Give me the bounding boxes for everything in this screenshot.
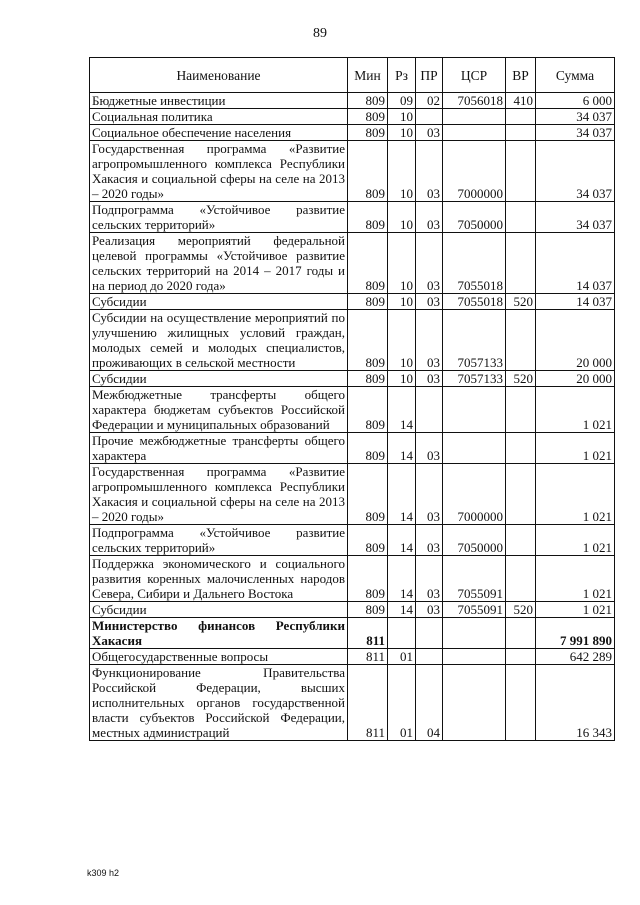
cell-min: 811	[348, 618, 388, 649]
cell-min: 809	[348, 93, 388, 109]
cell-min: 809	[348, 109, 388, 125]
cell-rz: 10	[388, 125, 416, 141]
cell-rz: 10	[388, 109, 416, 125]
cell-pr: 03	[416, 371, 443, 387]
cell-pr: 03	[416, 602, 443, 618]
cell-vr	[506, 233, 536, 294]
cell-csr: 7050000	[443, 202, 506, 233]
cell-vr	[506, 649, 536, 665]
table-row	[90, 141, 615, 202]
table-row	[90, 202, 615, 233]
table-row	[90, 93, 615, 109]
cell-rz: 10	[388, 141, 416, 202]
cell-pr: 03	[416, 464, 443, 525]
cell-vr	[506, 433, 536, 464]
cell-csr	[443, 618, 506, 649]
cell-pr: 03	[416, 202, 443, 233]
cell-sum: 7 991 890	[536, 618, 615, 649]
cell-pr: 03	[416, 433, 443, 464]
cell-name: Субсидии	[90, 371, 348, 387]
cell-csr	[443, 433, 506, 464]
table-row	[90, 387, 615, 433]
header-pr: ПР	[416, 58, 443, 93]
cell-rz: 14	[388, 602, 416, 618]
cell-min: 809	[348, 525, 388, 556]
cell-pr: 03	[416, 233, 443, 294]
cell-pr	[416, 618, 443, 649]
cell-sum: 14 037	[536, 233, 615, 294]
cell-vr	[506, 109, 536, 125]
cell-rz: 10	[388, 202, 416, 233]
cell-sum: 1 021	[536, 464, 615, 525]
cell-csr: 7055091	[443, 602, 506, 618]
cell-name: Государственная программа «Развитие агропромышленного комплекса Республики Хакасия и социальной сферы на селе на 2013 – 2020 годы»	[90, 464, 348, 525]
header-vr: ВР	[506, 58, 536, 93]
cell-name: Реализация мероприятий федеральной целевой программы «Устойчивое развитие сельских территорий на 2014 – 2017 годы и на период до 2020 года»	[90, 233, 348, 294]
cell-min: 809	[348, 387, 388, 433]
cell-rz: 14	[388, 525, 416, 556]
cell-name: Функционирование Правительства Российской Федерации, высших исполнительных органов государственной власти субъектов Российской Федерации, местных администраций	[90, 665, 348, 741]
table-row	[90, 556, 615, 602]
header-name: Наименование	[90, 58, 348, 93]
cell-min: 809	[348, 141, 388, 202]
table-row	[90, 233, 615, 294]
cell-pr: 03	[416, 310, 443, 371]
cell-sum: 1 021	[536, 387, 615, 433]
cell-vr	[506, 525, 536, 556]
cell-pr: 03	[416, 294, 443, 310]
cell-rz: 01	[388, 665, 416, 741]
cell-vr: 410	[506, 93, 536, 109]
table-row	[90, 464, 615, 525]
cell-pr: 03	[416, 556, 443, 602]
cell-min: 809	[348, 433, 388, 464]
cell-sum: 34 037	[536, 109, 615, 125]
cell-csr: 7055018	[443, 233, 506, 294]
cell-sum: 20 000	[536, 310, 615, 371]
table-row	[90, 618, 615, 649]
header-min: Мин	[348, 58, 388, 93]
cell-rz: 10	[388, 310, 416, 371]
cell-min: 809	[348, 202, 388, 233]
header-sum: Сумма	[536, 58, 615, 93]
cell-sum: 34 037	[536, 141, 615, 202]
cell-sum: 34 037	[536, 202, 615, 233]
cell-sum: 1 021	[536, 433, 615, 464]
cell-name: Государственная программа «Развитие агропромышленного комплекса Республики Хакасия и социальной сферы на селе на 2013 – 2020 годы»	[90, 141, 348, 202]
cell-rz: 14	[388, 556, 416, 602]
cell-vr: 520	[506, 294, 536, 310]
cell-min: 809	[348, 556, 388, 602]
cell-name: Субсидии	[90, 294, 348, 310]
table-row	[90, 525, 615, 556]
cell-csr: 7000000	[443, 141, 506, 202]
cell-csr	[443, 649, 506, 665]
table-row	[90, 433, 615, 464]
cell-vr: 520	[506, 371, 536, 387]
table-row	[90, 371, 615, 387]
cell-csr: 7000000	[443, 464, 506, 525]
cell-vr: 520	[506, 602, 536, 618]
cell-rz: 10	[388, 233, 416, 294]
cell-csr: 7050000	[443, 525, 506, 556]
cell-min: 811	[348, 649, 388, 665]
page-number: 89	[313, 26, 327, 41]
cell-rz: 14	[388, 387, 416, 433]
cell-name: Подпрограмма «Устойчивое развитие сельских территорий»	[90, 525, 348, 556]
table-row	[90, 310, 615, 371]
cell-pr	[416, 109, 443, 125]
cell-csr	[443, 109, 506, 125]
cell-min: 809	[348, 125, 388, 141]
cell-min: 809	[348, 294, 388, 310]
cell-sum: 16 343	[536, 665, 615, 741]
header-csr: ЦСР	[443, 58, 506, 93]
cell-name: Общегосударственные вопросы	[90, 649, 348, 665]
cell-min: 811	[348, 665, 388, 741]
cell-csr: 7057133	[443, 310, 506, 371]
cell-rz: 14	[388, 464, 416, 525]
cell-csr: 7055091	[443, 556, 506, 602]
cell-min: 809	[348, 602, 388, 618]
cell-sum: 642 289	[536, 649, 615, 665]
cell-rz: 01	[388, 649, 416, 665]
cell-name: Бюджетные инвестиции	[90, 93, 348, 109]
cell-csr	[443, 665, 506, 741]
cell-min: 809	[348, 371, 388, 387]
cell-csr: 7056018	[443, 93, 506, 109]
cell-name: Субсидии	[90, 602, 348, 618]
cell-name: Министерство финансов Республики Хакасия	[90, 618, 348, 649]
cell-name: Поддержка экономического и социального развития коренных малочисленных народов Севера, Сибири и Дальнего Востока	[90, 556, 348, 602]
cell-pr: 02	[416, 93, 443, 109]
cell-pr: 03	[416, 141, 443, 202]
cell-vr	[506, 141, 536, 202]
cell-csr	[443, 125, 506, 141]
footer-code: k309 h2	[87, 868, 120, 878]
cell-min: 809	[348, 310, 388, 371]
table-row	[90, 294, 615, 310]
cell-min: 809	[348, 464, 388, 525]
cell-pr: 03	[416, 125, 443, 141]
table-header-row	[90, 58, 615, 93]
table-row	[90, 665, 615, 741]
cell-pr	[416, 649, 443, 665]
cell-pr	[416, 387, 443, 433]
cell-vr	[506, 310, 536, 371]
table-row	[90, 602, 615, 618]
cell-sum: 1 021	[536, 602, 615, 618]
cell-name: Субсидии на осуществление мероприятий по улучшению жилищных условий граждан, молодых семей и молодых специалистов, проживающих в сельской местности	[90, 310, 348, 371]
cell-sum: 1 021	[536, 556, 615, 602]
cell-sum: 1 021	[536, 525, 615, 556]
cell-pr: 04	[416, 665, 443, 741]
cell-vr	[506, 202, 536, 233]
cell-vr	[506, 556, 536, 602]
cell-vr	[506, 387, 536, 433]
cell-rz: 14	[388, 433, 416, 464]
cell-sum: 14 037	[536, 294, 615, 310]
cell-name: Социальная политика	[90, 109, 348, 125]
cell-rz: 10	[388, 371, 416, 387]
cell-rz: 10	[388, 294, 416, 310]
cell-vr	[506, 125, 536, 141]
table-body	[90, 93, 615, 741]
cell-csr	[443, 387, 506, 433]
cell-name: Межбюджетные трансферты общего характера бюджетам субъектов Российской Федерации и муниципальных образований	[90, 387, 348, 433]
cell-vr	[506, 665, 536, 741]
cell-min: 809	[348, 233, 388, 294]
cell-vr	[506, 618, 536, 649]
cell-csr: 7057133	[443, 371, 506, 387]
cell-sum: 6 000	[536, 93, 615, 109]
cell-sum: 20 000	[536, 371, 615, 387]
table-row	[90, 649, 615, 665]
cell-name: Подпрограмма «Устойчивое развитие сельских территорий»	[90, 202, 348, 233]
table-row	[90, 125, 615, 141]
cell-name: Прочие межбюджетные трансферты общего характера	[90, 433, 348, 464]
cell-csr: 7055018	[443, 294, 506, 310]
budget-table	[89, 57, 615, 741]
cell-sum: 34 037	[536, 125, 615, 141]
cell-rz	[388, 618, 416, 649]
header-rz: Рз	[388, 58, 416, 93]
table-row	[90, 109, 615, 125]
cell-name: Социальное обеспечение населения	[90, 125, 348, 141]
cell-vr	[506, 464, 536, 525]
cell-pr: 03	[416, 525, 443, 556]
cell-rz: 09	[388, 93, 416, 109]
